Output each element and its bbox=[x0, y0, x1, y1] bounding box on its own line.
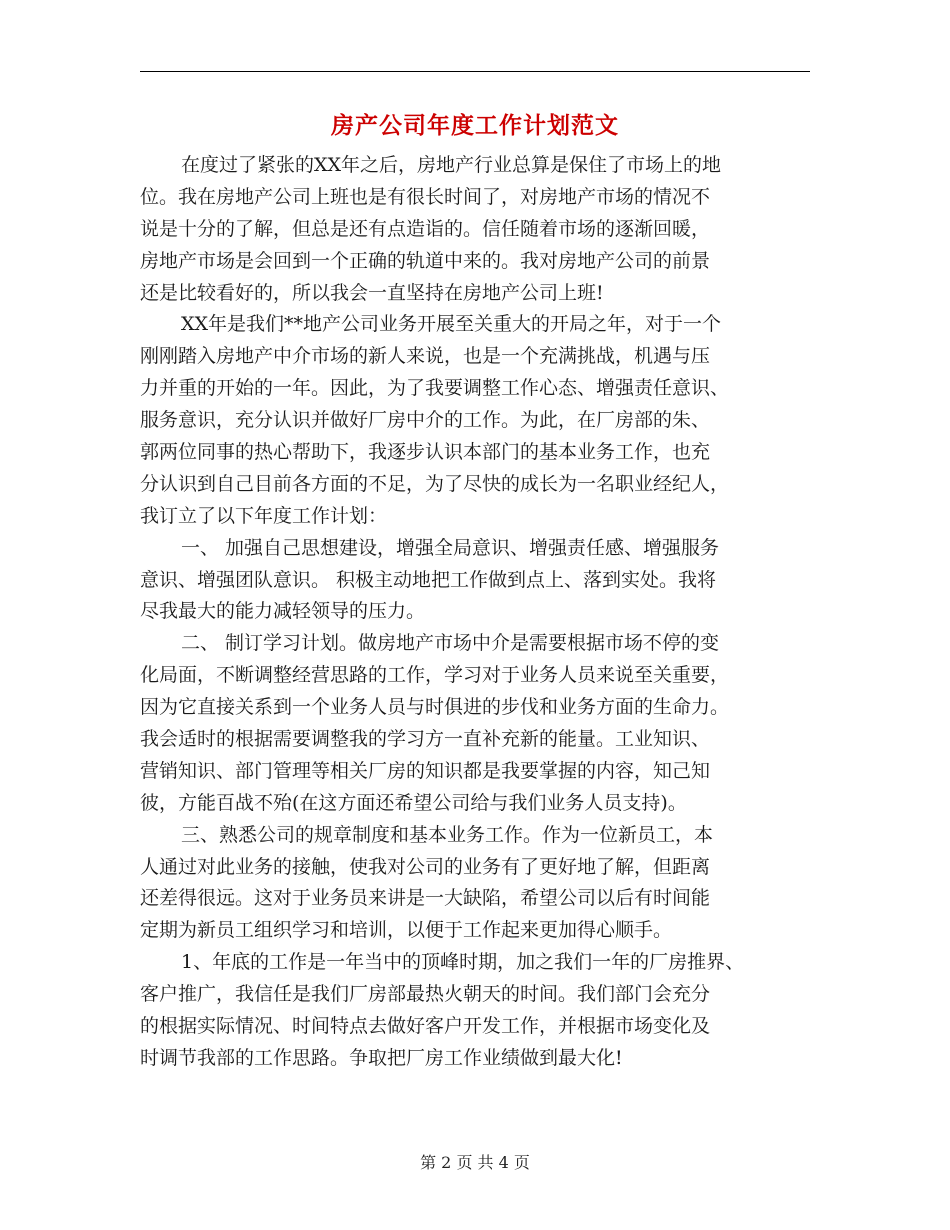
body-line: 房地产市场是会回到一个正确的轨道中来的。我对房地产公司的前景 bbox=[140, 249, 711, 272]
body-line: 在度过了紧张的XX年之后，房地产行业总算是保住了市场上的地 bbox=[181, 154, 722, 176]
body-line: 1、年底的工作是一年当中的顶峰时期，加之我们一年的厂房推界、 bbox=[181, 951, 745, 974]
body-line: 化局面，不断调整经营思路的工作，学习对于业务人员来说至关重要， bbox=[140, 664, 730, 687]
body-line: 服务意识，充分认识并做好厂房中介的工作。为此，在厂房部的朱、 bbox=[140, 409, 711, 432]
body-line: 时调节我部的工作思路。争取把厂房工作业绩做到最大化! bbox=[140, 1046, 623, 1069]
body-line: 营销知识、部门管理等相关厂房的知识都是我要掌握的内容，知己知 bbox=[140, 759, 711, 782]
body-line: 分认识到自己目前各方面的不足，为了尽快的成长为一名职业经纪人， bbox=[140, 472, 730, 495]
body-line: 说是十分的了解，但总是还有点造诣的。信任随着市场的逐渐回暖， bbox=[140, 217, 711, 240]
body-line: 彼，方能百战不殆(在这方面还希望公司给与我们业务人员支持)。 bbox=[140, 791, 687, 814]
body-line: 人通过对此业务的接触，使我对公司的业务有了更好地了解，但距离 bbox=[140, 855, 711, 878]
body-line: XX年是我们**地产公司业务开展至关重大的开局之年，对于一个 bbox=[181, 313, 722, 336]
header-rule bbox=[140, 71, 810, 72]
body-line: 力并重的开始的一年。因此，为了我要调整工作心态、增强责任意识、 bbox=[140, 377, 730, 400]
body-line: 刚刚踏入房地产中介市场的新人来说，也是一个充满挑战，机遇与压 bbox=[140, 345, 711, 368]
body-line: 三、熟悉公司的规章制度和基本业务工作。作为一位新员工，本 bbox=[181, 823, 714, 846]
body-line: 二、 制订学习计划。做房地产市场中介是需要根据市场不停的变 bbox=[181, 632, 720, 655]
document-title: 房产公司年度工作计划范文 bbox=[331, 112, 619, 139]
body-line: 我订立了以下年度工作计划： bbox=[140, 504, 388, 527]
body-line: 尽我最大的能力减轻领导的压力。 bbox=[140, 600, 426, 623]
body-line: 定期为新员工组织学习和培训，以便于工作起来更加得心顺手。 bbox=[140, 919, 673, 942]
body-line: 意识、增强团队意识。 积极主动地把工作做到点上、落到实处。我将 bbox=[140, 568, 717, 591]
body-line: 一、 加强自己思想建设，增强全局意识、增强责任感、增强服务 bbox=[181, 536, 720, 559]
document-body bbox=[140, 150, 820, 1075]
page-number: 第 2 页 共 4 页 bbox=[420, 1153, 530, 1172]
body-line: 的根据实际情况、时间特点去做好客户开发工作，并根据市场变化及 bbox=[140, 1015, 711, 1038]
body-line: 还是比较看好的，所以我会一直坚持在房地产公司上班! bbox=[140, 281, 604, 304]
body-line: 我会适时的根据需要调整我的学习方一直补充新的能量。工业知识、 bbox=[140, 728, 711, 751]
body-line: 位。我在房地产公司上班也是有很长时间了，对房地产市场的情况不 bbox=[140, 185, 711, 208]
body-line: 客户推广，我信任是我们厂房部最热火朝天的时间。我们部门会充分 bbox=[140, 983, 711, 1006]
body-line: 还差得很远。这对于业务员来讲是一大缺陷，希望公司以后有时间能 bbox=[140, 887, 711, 910]
body-line: 因为它直接关系到一个业务人员与时俱进的步伐和业务方面的生命力。 bbox=[140, 696, 730, 719]
body-line: 郭两位同事的热心帮助下，我逐步认识本部门的基本业务工作，也充 bbox=[140, 441, 711, 464]
